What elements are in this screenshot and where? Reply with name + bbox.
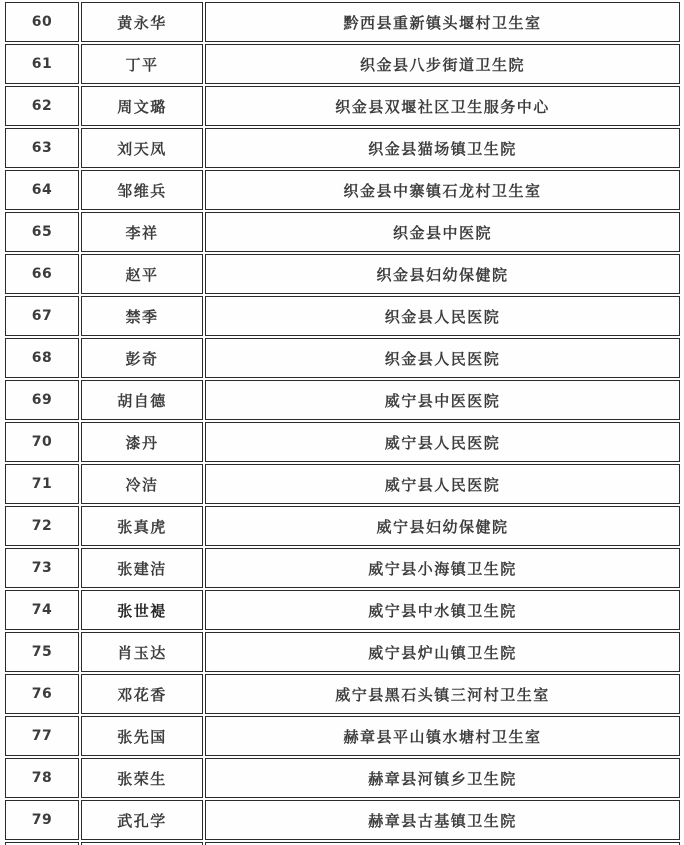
row-number-cell: 76	[5, 674, 79, 714]
person-name-cell: 邹维兵	[81, 170, 203, 210]
person-name-cell: 刘天凤	[81, 128, 203, 168]
row-number-cell: 67	[5, 296, 79, 336]
institution-name-cell: 黔西县重新镇头堰村卫生室	[205, 2, 680, 42]
institution-name-cell: 赫章县古基镇卫生院	[205, 800, 680, 840]
institution-name-cell: 赫章县平山镇水塘村卫生室	[205, 716, 680, 756]
institution-name-cell: 赫章县河镇乡卫生院	[205, 758, 680, 798]
person-name-cell: 赵平	[81, 254, 203, 294]
row-number-cell: 66	[5, 254, 79, 294]
person-name-cell: 邓花香	[81, 674, 203, 714]
row-number-cell: 74	[5, 590, 79, 630]
table-row	[5, 674, 680, 714]
table-row	[5, 212, 680, 252]
roster-table	[3, 0, 682, 845]
institution-name-cell: 威宁县黑石头镇三河村卫生室	[205, 674, 680, 714]
person-name-cell: 武孔学	[81, 800, 203, 840]
person-name-cell: 彭奇	[81, 338, 203, 378]
institution-name-cell: 威宁县中医医院	[205, 380, 680, 420]
person-name-cell: 漆丹	[81, 422, 203, 462]
row-number-cell: 71	[5, 464, 79, 504]
table-row	[5, 338, 680, 378]
institution-name-cell: 威宁县中水镇卫生院	[205, 590, 680, 630]
person-name-cell: 张先国	[81, 716, 203, 756]
person-name-cell: 禁季	[81, 296, 203, 336]
table-row	[5, 128, 680, 168]
table-row	[5, 254, 680, 294]
person-name-cell: 黄永华	[81, 2, 203, 42]
institution-name-cell: 织金县人民医院	[205, 296, 680, 336]
table-row	[5, 464, 680, 504]
institution-name-cell: 威宁县人民医院	[205, 422, 680, 462]
institution-name-cell: 织金县猫场镇卫生院	[205, 128, 680, 168]
institution-name-cell: 威宁县妇幼保健院	[205, 506, 680, 546]
table-row	[5, 716, 680, 756]
row-number-cell: 69	[5, 380, 79, 420]
table-row	[5, 44, 680, 84]
table-row	[5, 800, 680, 840]
institution-name-cell: 威宁县人民医院	[205, 464, 680, 504]
table-row	[5, 296, 680, 336]
row-number-cell: 70	[5, 422, 79, 462]
institution-name-cell: 威宁县小海镇卫生院	[205, 548, 680, 588]
row-number-cell: 78	[5, 758, 79, 798]
table-row	[5, 506, 680, 546]
table-row	[5, 422, 680, 462]
institution-name-cell: 织金县中医院	[205, 212, 680, 252]
table-row	[5, 758, 680, 798]
row-number-cell: 79	[5, 800, 79, 840]
row-number-cell: 61	[5, 44, 79, 84]
person-name-cell: 李祥	[81, 212, 203, 252]
row-number-cell: 60	[5, 2, 79, 42]
row-number-cell: 63	[5, 128, 79, 168]
table-row	[5, 170, 680, 210]
row-number-cell: 75	[5, 632, 79, 672]
row-number-cell: 72	[5, 506, 79, 546]
person-name-cell: 张建洁	[81, 548, 203, 588]
row-number-cell: 73	[5, 548, 79, 588]
person-name-cell: 周文璐	[81, 86, 203, 126]
institution-name-cell: 织金县人民医院	[205, 338, 680, 378]
table-row	[5, 2, 680, 42]
institution-name-cell: 织金县八步街道卫生院	[205, 44, 680, 84]
row-number-cell: 77	[5, 716, 79, 756]
table-row	[5, 86, 680, 126]
person-name-cell: 肖玉达	[81, 632, 203, 672]
institution-name-cell: 威宁县炉山镇卫生院	[205, 632, 680, 672]
table-row	[5, 380, 680, 420]
table-row	[5, 632, 680, 672]
person-name-cell: 张荣生	[81, 758, 203, 798]
row-number-cell: 64	[5, 170, 79, 210]
institution-name-cell: 织金县妇幼保健院	[205, 254, 680, 294]
roster-table-body	[5, 2, 680, 845]
row-number-cell: 68	[5, 338, 79, 378]
institution-name-cell: 织金县双堰社区卫生服务中心	[205, 86, 680, 126]
person-name-cell: 冷洁	[81, 464, 203, 504]
institution-name-cell: 织金县中寨镇石龙村卫生室	[205, 170, 680, 210]
row-number-cell: 65	[5, 212, 79, 252]
person-name-cell: 张真虎	[81, 506, 203, 546]
person-name-cell: 胡自德	[81, 380, 203, 420]
person-name-cell: 张世褆	[81, 590, 203, 630]
person-name-cell: 丁平	[81, 44, 203, 84]
row-number-cell: 62	[5, 86, 79, 126]
table-row	[5, 590, 680, 630]
table-row	[5, 548, 680, 588]
